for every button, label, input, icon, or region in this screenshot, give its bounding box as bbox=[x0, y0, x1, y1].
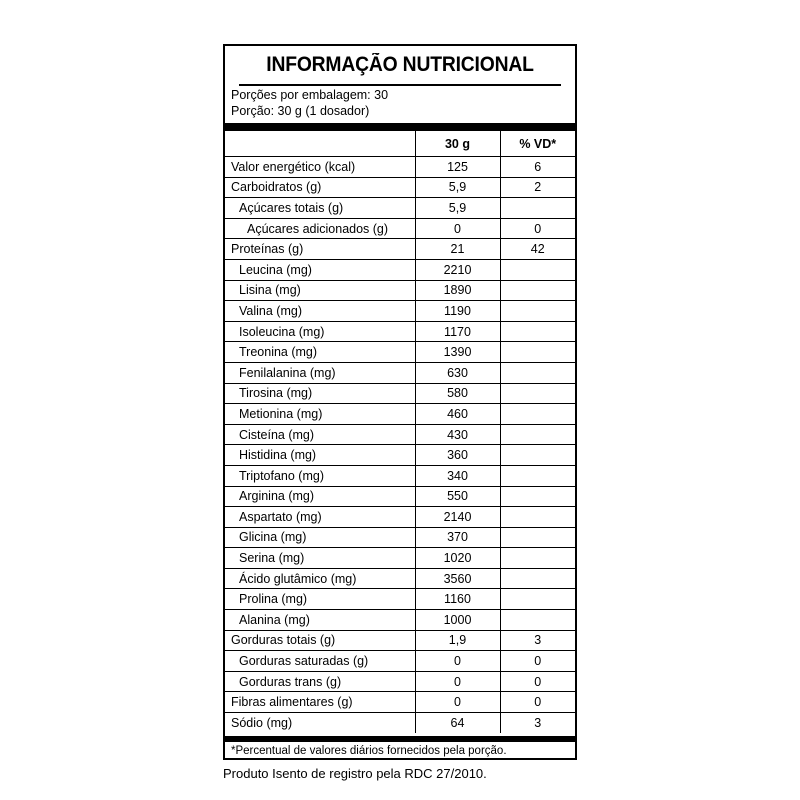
nutrient-name: Valina (mg) bbox=[225, 301, 415, 322]
header-divider bbox=[225, 123, 575, 130]
nutrient-dv bbox=[500, 486, 575, 507]
nutrient-amount: 430 bbox=[415, 424, 500, 445]
nutrient-name: Metionina (mg) bbox=[225, 404, 415, 425]
nutrient-dv bbox=[500, 362, 575, 383]
nutrient-dv: 42 bbox=[500, 239, 575, 260]
registration-note: Produto Isento de registro pela RDC 27/2010. bbox=[223, 766, 487, 781]
nutrient-amount: 0 bbox=[415, 218, 500, 239]
table-row bbox=[225, 301, 575, 322]
table-row bbox=[225, 651, 575, 672]
table-row bbox=[225, 218, 575, 239]
table-row bbox=[225, 589, 575, 610]
nutrient-amount: 1020 bbox=[415, 548, 500, 569]
nutrient-amount: 21 bbox=[415, 239, 500, 260]
nutrient-amount: 0 bbox=[415, 651, 500, 672]
nutrient-dv bbox=[500, 301, 575, 322]
nutrient-name: Sódio (mg) bbox=[225, 713, 415, 734]
table-row bbox=[225, 362, 575, 383]
nutrient-name: Gorduras trans (g) bbox=[225, 671, 415, 692]
table-row bbox=[225, 177, 575, 198]
nutrient-dv: 0 bbox=[500, 218, 575, 239]
nutrient-amount: 550 bbox=[415, 486, 500, 507]
nutrient-header bbox=[225, 131, 415, 157]
nutrient-name: Aspartato (mg) bbox=[225, 507, 415, 528]
nutrient-dv bbox=[500, 404, 575, 425]
nutrient-amount: 0 bbox=[415, 671, 500, 692]
nutrient-name: Treonina (mg) bbox=[225, 342, 415, 363]
amount-header: 30 g bbox=[415, 131, 500, 157]
table-row bbox=[225, 404, 575, 425]
nutrient-name: Tirosina (mg) bbox=[225, 383, 415, 404]
table-row bbox=[225, 692, 575, 713]
nutrient-amount: 460 bbox=[415, 404, 500, 425]
table-row bbox=[225, 713, 575, 734]
nutrient-name: Serina (mg) bbox=[225, 548, 415, 569]
nutrient-name: Cisteína (mg) bbox=[225, 424, 415, 445]
nutrient-dv bbox=[500, 424, 575, 445]
nutrient-dv bbox=[500, 465, 575, 486]
nutrient-dv bbox=[500, 259, 575, 280]
table-row bbox=[225, 445, 575, 466]
nutrient-name: Prolina (mg) bbox=[225, 589, 415, 610]
table-row bbox=[225, 239, 575, 260]
table-row bbox=[225, 424, 575, 445]
nutrient-name: Glicina (mg) bbox=[225, 527, 415, 548]
nutrient-name: Gorduras totais (g) bbox=[225, 630, 415, 651]
nutrient-amount: 1390 bbox=[415, 342, 500, 363]
nutrient-name: Carboidratos (g) bbox=[225, 177, 415, 198]
nutrient-name: Leucina (mg) bbox=[225, 259, 415, 280]
nutrient-amount: 1190 bbox=[415, 301, 500, 322]
nutrient-dv bbox=[500, 198, 575, 219]
nutrient-amount: 1000 bbox=[415, 610, 500, 631]
nutrient-dv bbox=[500, 445, 575, 466]
nutrient-amount: 360 bbox=[415, 445, 500, 466]
nutrient-name: Proteínas (g) bbox=[225, 239, 415, 260]
nutrient-amount: 0 bbox=[415, 692, 500, 713]
table-row bbox=[225, 610, 575, 631]
nutrient-amount: 2140 bbox=[415, 507, 500, 528]
nutrient-dv: 2 bbox=[500, 177, 575, 198]
nutrient-dv: 3 bbox=[500, 713, 575, 734]
nutrient-amount: 1,9 bbox=[415, 630, 500, 651]
nutrient-amount: 3560 bbox=[415, 568, 500, 589]
nutrient-amount: 1890 bbox=[415, 280, 500, 301]
table-row bbox=[225, 548, 575, 569]
nutrition-table bbox=[225, 130, 575, 733]
nutrient-amount: 1170 bbox=[415, 321, 500, 342]
nutrient-dv: 0 bbox=[500, 671, 575, 692]
nutrient-amount: 1160 bbox=[415, 589, 500, 610]
nutrient-dv bbox=[500, 280, 575, 301]
nutrient-name: Ácido glutâmico (mg) bbox=[225, 568, 415, 589]
table-row bbox=[225, 342, 575, 363]
table-row bbox=[225, 507, 575, 528]
dv-header: % VD* bbox=[500, 131, 575, 157]
nutrient-amount: 5,9 bbox=[415, 177, 500, 198]
table-row bbox=[225, 527, 575, 548]
dv-footnote: *Percentual de valores diários fornecidos pela porção. bbox=[231, 745, 507, 758]
nutrient-name: Açúcares adicionados (g) bbox=[225, 218, 415, 239]
nutrient-name: Isoleucina (mg) bbox=[225, 321, 415, 342]
nutrient-name: Histidina (mg) bbox=[225, 445, 415, 466]
nutrient-name: Açúcares totais (g) bbox=[225, 198, 415, 219]
nutrient-name: Fibras alimentares (g) bbox=[225, 692, 415, 713]
nutrient-amount: 125 bbox=[415, 157, 500, 178]
table-row bbox=[225, 383, 575, 404]
nutrient-dv: 3 bbox=[500, 630, 575, 651]
nutrient-name: Valor energético (kcal) bbox=[225, 157, 415, 178]
nutrient-dv bbox=[500, 321, 575, 342]
table-row bbox=[225, 280, 575, 301]
nutrient-dv: 0 bbox=[500, 692, 575, 713]
nutrient-amount: 580 bbox=[415, 383, 500, 404]
portion-info bbox=[225, 86, 575, 123]
label-title: INFORMAÇÃO NUTRICIONAL bbox=[239, 46, 561, 86]
nutrient-name: Fenilalanina (mg) bbox=[225, 362, 415, 383]
nutrient-amount: 64 bbox=[415, 713, 500, 734]
nutrient-dv bbox=[500, 507, 575, 528]
nutrient-name: Alanina (mg) bbox=[225, 610, 415, 631]
nutrient-dv: 0 bbox=[500, 651, 575, 672]
table-row bbox=[225, 671, 575, 692]
nutrient-amount: 2210 bbox=[415, 259, 500, 280]
table-row bbox=[225, 321, 575, 342]
nutrient-name: Gorduras saturadas (g) bbox=[225, 651, 415, 672]
portions-per-package: Porções por embalagem: 30 bbox=[231, 88, 389, 102]
nutrient-dv bbox=[500, 610, 575, 631]
table-row bbox=[225, 486, 575, 507]
nutrient-dv: 6 bbox=[500, 157, 575, 178]
nutrient-name: Arginina (mg) bbox=[225, 486, 415, 507]
nutrient-dv bbox=[500, 342, 575, 363]
table-row bbox=[225, 259, 575, 280]
nutrient-amount: 340 bbox=[415, 465, 500, 486]
table-header-row bbox=[225, 131, 575, 157]
table-row bbox=[225, 157, 575, 178]
nutrient-dv bbox=[500, 568, 575, 589]
nutrient-amount: 370 bbox=[415, 527, 500, 548]
portion-size: Porção: 30 g (1 dosador) bbox=[231, 104, 370, 118]
nutrient-amount: 630 bbox=[415, 362, 500, 383]
nutrient-name: Lisina (mg) bbox=[225, 280, 415, 301]
table-row bbox=[225, 630, 575, 651]
nutrient-name: Triptofano (mg) bbox=[225, 465, 415, 486]
nutrient-amount: 5,9 bbox=[415, 198, 500, 219]
nutrient-dv bbox=[500, 527, 575, 548]
table-row bbox=[225, 568, 575, 589]
nutrient-dv bbox=[500, 589, 575, 610]
nutrient-dv bbox=[500, 383, 575, 404]
table-row bbox=[225, 198, 575, 219]
table-row bbox=[225, 465, 575, 486]
nutrient-dv bbox=[500, 548, 575, 569]
nutrition-facts-panel bbox=[223, 44, 577, 760]
